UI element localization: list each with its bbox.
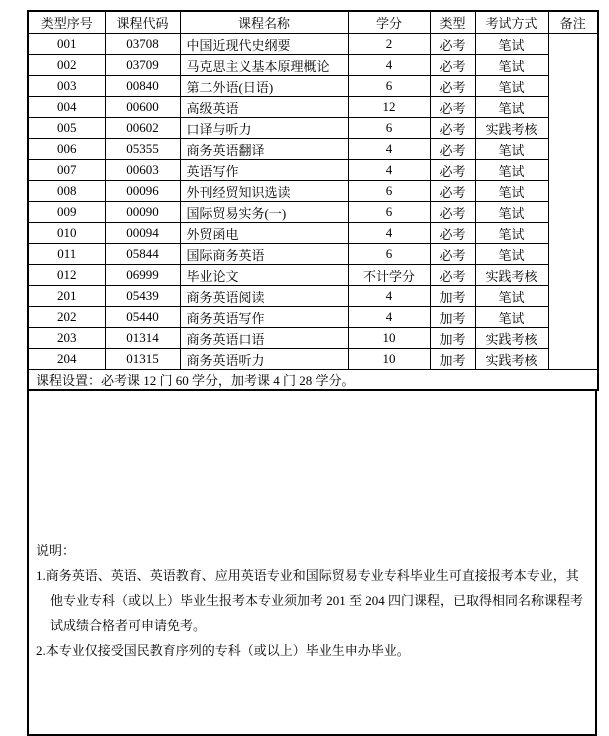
cell-name: 中国近现代史纲要: [180, 34, 348, 55]
header-remark: 备注: [548, 11, 598, 34]
cell-name: 毕业论文: [180, 265, 348, 286]
cell-type: 必考: [430, 160, 475, 181]
cell-credits: 4: [348, 160, 430, 181]
cell-seq: 009: [28, 202, 105, 223]
cell-code: 05439: [105, 286, 180, 307]
cell-seq: 001: [28, 34, 105, 55]
table-row: [28, 55, 598, 76]
cell-code: 05844: [105, 244, 180, 265]
table-row: [28, 286, 598, 307]
cell-type: 必考: [430, 181, 475, 202]
cell-credits: 10: [348, 349, 430, 370]
cell-seq: 003: [28, 76, 105, 97]
cell-type: 必考: [430, 34, 475, 55]
cell-exam: 实践考核: [475, 118, 548, 139]
cell-name: 商务英语口语: [180, 328, 348, 349]
cell-type: 必考: [430, 202, 475, 223]
cell-seq: 006: [28, 139, 105, 160]
cell-exam: 笔试: [475, 160, 548, 181]
cell-exam: 笔试: [475, 223, 548, 244]
header-seq: 类型序号: [28, 11, 105, 34]
cell-type: 必考: [430, 97, 475, 118]
table-row: [28, 244, 598, 265]
cell-credits: 10: [348, 328, 430, 349]
table-row: [28, 181, 598, 202]
note-text: 本专业仅接受国民教育序列的专科（或以上）毕业生申办毕业。: [45, 643, 410, 658]
header-credits: 学分: [348, 11, 430, 34]
note-number: 1.: [36, 568, 46, 583]
cell-code: 06999: [105, 265, 180, 286]
cell-code: 01315: [105, 349, 180, 370]
cell-code: 00603: [105, 160, 180, 181]
cell-type: 加考: [430, 286, 475, 307]
cell-seq: 204: [28, 349, 105, 370]
cell-seq: 202: [28, 307, 105, 328]
summary-row: [28, 370, 598, 391]
cell-exam: 笔试: [475, 286, 548, 307]
cell-type: 必考: [430, 223, 475, 244]
header-row: [28, 11, 598, 34]
table-row: [28, 97, 598, 118]
cell-exam: 笔试: [475, 181, 548, 202]
cell-code: 03708: [105, 34, 180, 55]
cell-seq: 203: [28, 328, 105, 349]
cell-seq: 007: [28, 160, 105, 181]
cell-seq: 004: [28, 97, 105, 118]
header-type: 类型: [430, 11, 475, 34]
cell-credits: 6: [348, 181, 430, 202]
course-table-header: [28, 11, 598, 34]
table-row: [28, 349, 598, 370]
cell-code: 00840: [105, 76, 180, 97]
cell-exam: 实践考核: [475, 349, 548, 370]
course-table-body: [28, 34, 598, 370]
cell-code: 03709: [105, 55, 180, 76]
cell-credits: 6: [348, 118, 430, 139]
remark-merged-cell: [548, 34, 598, 370]
cell-credits: 4: [348, 307, 430, 328]
course-plan-document: [27, 10, 597, 736]
header-code: 课程代码: [105, 11, 180, 34]
note-item: [36, 638, 583, 663]
cell-exam: 笔试: [475, 244, 548, 265]
cell-type: 加考: [430, 349, 475, 370]
table-row: [28, 328, 598, 349]
cell-credits: 6: [348, 244, 430, 265]
table-row: [28, 34, 598, 55]
cell-code: 00600: [105, 97, 180, 118]
table-row: [28, 265, 598, 286]
cell-name: 国际贸易实务(一): [180, 202, 348, 223]
cell-name: 马克思主义基本原理概论: [180, 55, 348, 76]
cell-seq: 011: [28, 244, 105, 265]
cell-type: 必考: [430, 118, 475, 139]
cell-seq: 008: [28, 181, 105, 202]
cell-name: 外刊经贸知识选读: [180, 181, 348, 202]
cell-credits: 4: [348, 55, 430, 76]
cell-name: 商务英语阅读: [180, 286, 348, 307]
cell-code: 00602: [105, 118, 180, 139]
table-row: [28, 202, 598, 223]
cell-name: 商务英语写作: [180, 307, 348, 328]
cell-type: 加考: [430, 328, 475, 349]
cell-seq: 201: [28, 286, 105, 307]
table-row: [28, 76, 598, 97]
note-text: 商务英语、英语、英语教育、应用英语专业和国际贸易专业专科毕业生可直接报考本专业，其他专业专科（或以上）毕业生报考本专业须加考 201 至 204 四门课程，已取得相同名称课程考试成绩合格者可申请免考。: [45, 568, 584, 633]
cell-credits: 4: [348, 139, 430, 160]
note-item: [36, 563, 583, 638]
cell-exam: 实践考核: [475, 265, 548, 286]
cell-name: 英语写作: [180, 160, 348, 181]
cell-seq: 012: [28, 265, 105, 286]
cell-credits: 4: [348, 223, 430, 244]
cell-exam: 笔试: [475, 139, 548, 160]
cell-seq: 005: [28, 118, 105, 139]
cell-credits: 6: [348, 202, 430, 223]
cell-type: 必考: [430, 244, 475, 265]
cell-exam: 笔试: [475, 97, 548, 118]
cell-type: 必考: [430, 55, 475, 76]
table-row: [28, 223, 598, 244]
cell-code: 05440: [105, 307, 180, 328]
cell-name: 国际商务英语: [180, 244, 348, 265]
cell-credits: 12: [348, 97, 430, 118]
cell-code: 00096: [105, 181, 180, 202]
cell-exam: 实践考核: [475, 328, 548, 349]
course-table-summary: [28, 370, 598, 391]
cell-name: 口译与听力: [180, 118, 348, 139]
summary-text: 课程设置：必考课 12 门 60 学分，加考课 4 门 28 学分。: [28, 370, 598, 391]
header-name: 课程名称: [180, 11, 348, 34]
cell-code: 05355: [105, 139, 180, 160]
cell-exam: 笔试: [475, 34, 548, 55]
header-exam: 考试方式: [475, 11, 548, 34]
cell-name: 高级英语: [180, 97, 348, 118]
cell-code: 00090: [105, 202, 180, 223]
cell-type: 必考: [430, 139, 475, 160]
cell-exam: 笔试: [475, 202, 548, 223]
cell-name: 外贸函电: [180, 223, 348, 244]
cell-credits: 2: [348, 34, 430, 55]
cell-type: 加考: [430, 307, 475, 328]
cell-code: 00094: [105, 223, 180, 244]
cell-credits: 6: [348, 76, 430, 97]
cell-credits: 不计学分: [348, 265, 430, 286]
cell-exam: 笔试: [475, 76, 548, 97]
cell-exam: 笔试: [475, 55, 548, 76]
cell-name: 第二外语(日语): [180, 76, 348, 97]
cell-type: 必考: [430, 265, 475, 286]
table-row: [28, 160, 598, 181]
note-number: 2.: [36, 643, 46, 658]
course-table: [27, 10, 599, 391]
cell-code: 01314: [105, 328, 180, 349]
cell-type: 必考: [430, 76, 475, 97]
cell-seq: 002: [28, 55, 105, 76]
cell-exam: 笔试: [475, 307, 548, 328]
notes-section: [27, 391, 597, 736]
notes-list: [36, 563, 583, 663]
table-row: [28, 139, 598, 160]
notes-title: 说明：: [36, 543, 76, 558]
table-row: [28, 118, 598, 139]
cell-name: 商务英语听力: [180, 349, 348, 370]
table-row: [28, 307, 598, 328]
cell-credits: 4: [348, 286, 430, 307]
cell-name: 商务英语翻译: [180, 139, 348, 160]
cell-seq: 010: [28, 223, 105, 244]
